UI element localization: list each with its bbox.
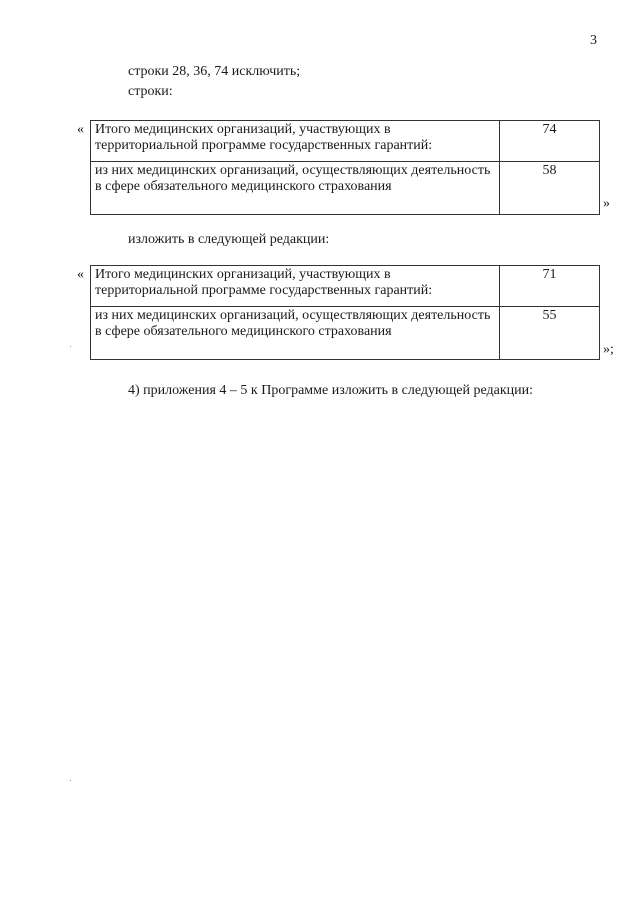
table-cell-label: Итого медицинских организаций, участвующих в территориальной программе государственных гарантий: bbox=[91, 266, 500, 307]
table-cell-label: из них медицинских организаций, осуществляющих деятельность в сфере обязательного медицинского страхования bbox=[91, 307, 500, 360]
page-number: 3 bbox=[590, 33, 597, 48]
middle-text: изложить в следующей редакции: bbox=[128, 232, 330, 247]
table-cell-label: из них медицинских организаций, осуществляющих деятельность в сфере обязательного медицинского страхования bbox=[91, 162, 500, 215]
scan-speck bbox=[70, 780, 71, 781]
new-rows-table bbox=[90, 265, 600, 360]
scan-speck bbox=[70, 346, 71, 347]
table-cell-value: 71 bbox=[500, 266, 600, 307]
closing-text: 4) приложения 4 – 5 к Программе изложить в следующей редакции: bbox=[128, 383, 533, 398]
close-quote: »; bbox=[603, 342, 614, 357]
open-quote: « bbox=[77, 267, 84, 282]
table-row bbox=[91, 266, 600, 307]
table-row bbox=[91, 162, 600, 215]
close-quote: » bbox=[603, 196, 610, 211]
old-rows-table bbox=[90, 120, 600, 215]
open-quote: « bbox=[77, 122, 84, 137]
table-cell-value: 58 bbox=[500, 162, 600, 215]
table-row bbox=[91, 307, 600, 360]
intro-line-exclude: строки 28, 36, 74 исключить; bbox=[128, 64, 301, 79]
table-cell-label: Итого медицинских организаций, участвующих в территориальной программе государственных гарантий: bbox=[91, 121, 500, 162]
table-row bbox=[91, 121, 600, 162]
table-cell-value: 55 bbox=[500, 307, 600, 360]
intro-line-rows: строки: bbox=[128, 84, 173, 99]
table-cell-value: 74 bbox=[500, 121, 600, 162]
